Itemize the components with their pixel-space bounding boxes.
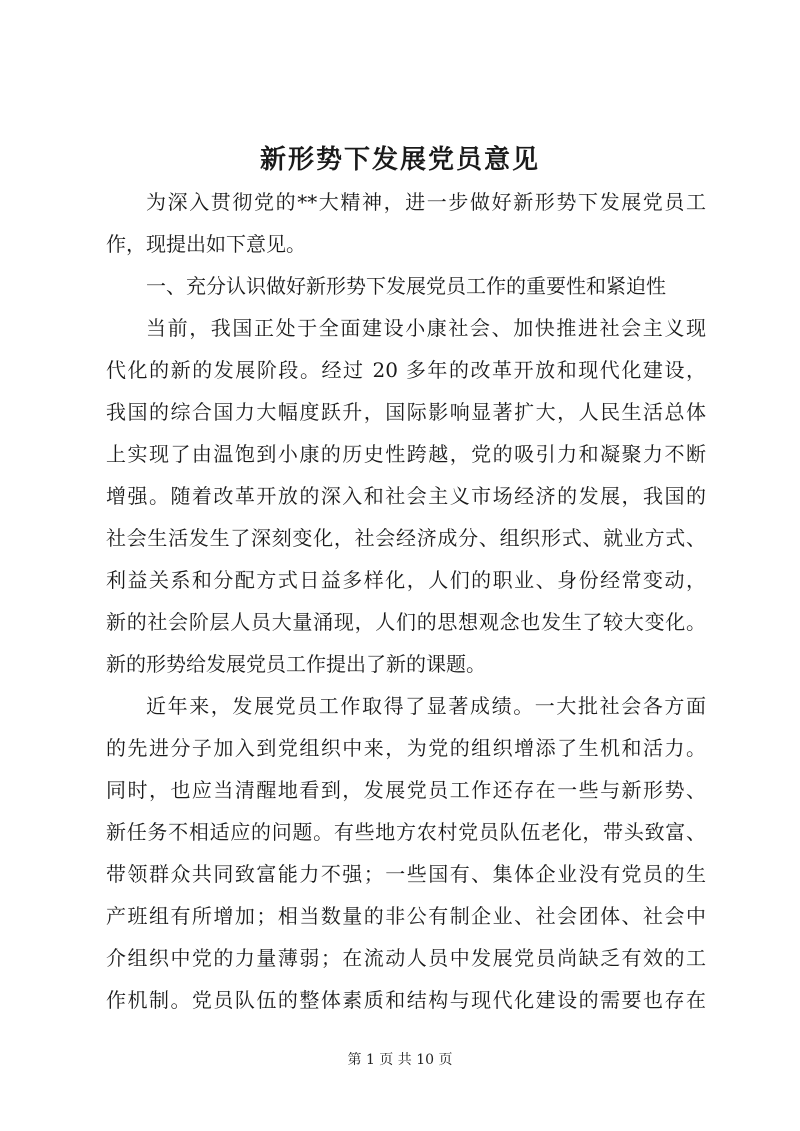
text-line: 带领群众共同致富能力不强；一些国有、集体企业没有党员的生 bbox=[106, 862, 706, 886]
text-line: 新任务不相适应的问题。有些地方农村党员队伍老化，带头致富、 bbox=[106, 820, 706, 844]
text-line: 作机制。党员队伍的整体素质和结构与现代化建设的需要也存在 bbox=[106, 988, 706, 1012]
text-line: 为深入贯彻党的**大精神，进一步做好新形势下发展党员工 bbox=[146, 190, 706, 214]
text-line: 代化的新的发展阶段。经过 20 多年的改革开放和现代化建设， bbox=[106, 358, 706, 382]
text-line: 增强。随着改革开放的深入和社会主义市场经济的发展，我国的 bbox=[106, 484, 706, 508]
text-line: 我国的综合国力大幅度跃升，国际影响显著扩大，人民生活总体 bbox=[106, 400, 706, 424]
text-line: 产班组有所增加；相当数量的非公有制企业、社会团体、社会中 bbox=[106, 904, 706, 928]
section-heading: 一、充分认识做好新形势下发展党员工作的重要性和紧迫性 bbox=[146, 274, 666, 298]
text-line: 作，现提出如下意见。 bbox=[106, 232, 306, 256]
text-line: 介组织中党的力量薄弱；在流动人员中发展党员尚缺乏有效的工 bbox=[106, 946, 706, 970]
text-line: 同时，也应当清醒地看到，发展党员工作还存在一些与新形势、 bbox=[106, 778, 706, 802]
text-line: 的先进分子加入到党组织中来，为党的组织增添了生机和活力。 bbox=[106, 736, 706, 760]
text-line: 近年来，发展党员工作取得了显著成绩。一大批社会各方面 bbox=[146, 694, 706, 718]
text-line: 新的社会阶层人员大量涌现，人们的思想观念也发生了较大变化。 bbox=[106, 610, 706, 634]
text-line: 上实现了由温饱到小康的历史性跨越，党的吸引力和凝聚力不断 bbox=[106, 442, 706, 466]
text-line: 利益关系和分配方式日益多样化，人们的职业、身份经常变动， bbox=[106, 568, 706, 592]
text-line: 新的形势给发展党员工作提出了新的课题。 bbox=[106, 652, 486, 676]
page-number-footer: 第 1 页 共 10 页 bbox=[347, 1052, 453, 1068]
document-title: 新形势下发展党员意见 bbox=[259, 145, 540, 175]
text-line: 当前，我国正处于全面建设小康社会、加快推进社会主义现 bbox=[146, 316, 706, 340]
text-line: 社会生活发生了深刻变化，社会经济成分、组织形式、就业方式、 bbox=[106, 526, 706, 550]
